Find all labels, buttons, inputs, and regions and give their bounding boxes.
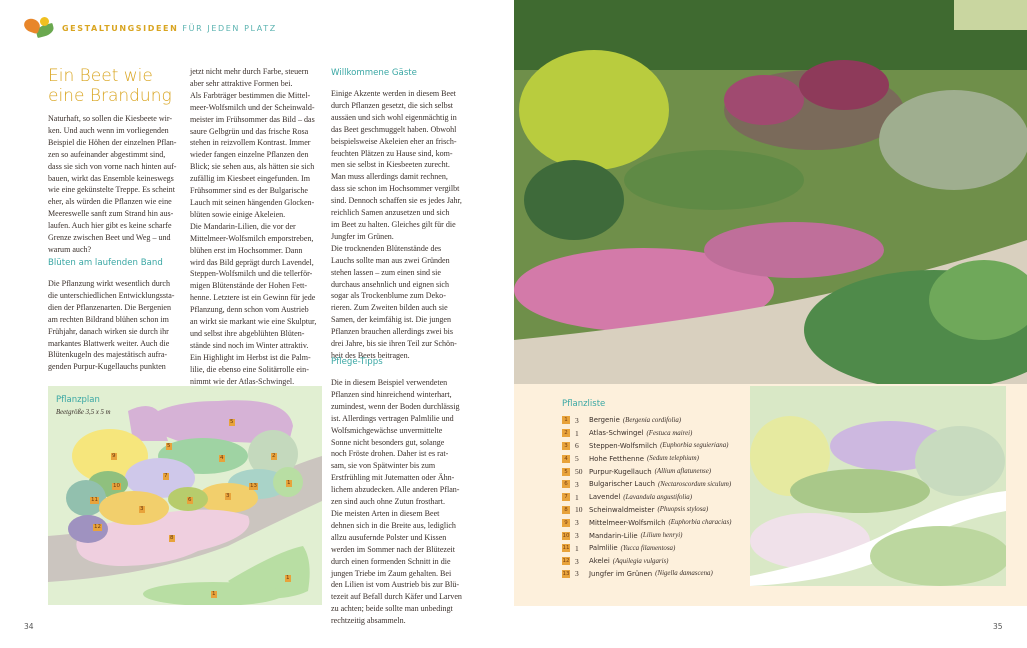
text-line: meister im Frühsommer das Bild – das: [190, 114, 315, 124]
plant-quantity: 10: [575, 505, 583, 515]
plan-label: 5: [167, 443, 171, 449]
plant-list-item: [562, 555, 762, 568]
page-number-left: 34: [24, 622, 34, 631]
butterfly-flower-leaf-icon: [22, 16, 56, 40]
text-line: saure Gelbgrün und das frische Rosa: [190, 126, 309, 136]
plan-label: 6: [188, 497, 192, 503]
text-line: stehen in reizvollem Kontrast. Immer: [190, 138, 311, 148]
plant-name: Bulgarischer Lauch: [589, 480, 655, 489]
plant-quantity: 3: [575, 518, 579, 528]
plant-list: [562, 414, 762, 580]
text-line: blüten sowie einige Akeleien.: [190, 209, 286, 219]
text-line: Pflanzung, denn schon vom Austrieb: [190, 305, 309, 315]
plant-quantity: 6: [575, 441, 579, 451]
text-line: zumindest, wenn der Boden durchlässig: [331, 401, 460, 411]
plant-quantity: 5: [575, 454, 579, 464]
plant-latin-name: (Allium aflatunense): [654, 468, 712, 476]
plant-latin-name: (Euphorbia seguieriana): [660, 442, 729, 450]
plant-number-badge: 9: [562, 519, 570, 527]
text-line: Als Farbträger bestimmen die Mittel-: [190, 90, 311, 100]
text-line: wieder fangen einzelne Pflanzen den: [190, 150, 309, 160]
plant-number-badge: 7: [562, 493, 570, 501]
text-line: zen sind auch ohne Zutun frosthart.: [331, 497, 445, 507]
page-number-right: 35: [993, 622, 1003, 631]
text-line: heit des Beets beitragen.: [331, 350, 410, 360]
plan-label: 3: [226, 493, 230, 499]
text-line: stehen lassen – zum einen sind sie: [331, 267, 441, 277]
text-line: laufen. Auch hier gibt es keine scharfe: [48, 221, 172, 231]
plant-latin-name: (Phuopsis stylosa): [657, 506, 709, 514]
text-line: sind. Dennoch schaffen sie es jedes Jahr,: [331, 196, 462, 206]
plant-quantity: 1: [575, 492, 579, 502]
text-line: dien der Pflanzenarten. Die Bergenien: [48, 302, 171, 312]
plant-latin-name: (Yucca filamentosa): [620, 544, 676, 552]
plant-list-item: [562, 504, 762, 517]
text-line: rieren. Zum Zweiten bilden auch sie: [331, 303, 448, 313]
text-line: dass sie schon im Hochsommer vergilbt: [331, 184, 460, 194]
text-line: ken. Und auch wenn im vorliegenden: [48, 125, 169, 135]
plant-name: Hohe Fetthenne: [589, 454, 645, 463]
plant-number-badge: 12: [562, 558, 570, 565]
text-line: Naturhaft, so sollen die Kiesbeete wir-: [48, 114, 173, 123]
plant-list-item: [562, 414, 762, 427]
paragraph-blueten: [48, 278, 185, 373]
plan-size: Beetgröße 3,5 x 5 m: [56, 409, 111, 416]
plant-quantity: 3: [575, 556, 579, 566]
text-line: Pflanzen sind hinreichend winterhart,: [331, 389, 452, 399]
text-line: aussäen und sich wohl eigenmächtig in: [331, 112, 457, 122]
subheading-pflege: Pflege-Tipps: [331, 357, 383, 367]
plant-number-badge: 13: [562, 570, 570, 577]
text-line: wie eine gekünstelte Treppe. Es scheint: [48, 185, 175, 195]
text-line: Wolfsmichgewächse unvermittelte: [331, 425, 443, 435]
text-line: rechtzeitig absammeln.: [331, 616, 406, 626]
text-line: am rechten Bildrand blühen schon im: [48, 314, 169, 324]
plant-name: Atlas-Schwingel: [589, 429, 644, 438]
text-line: Samen, der keimfähig ist. Die jungen: [331, 315, 452, 325]
text-line: den Lilien ist vom Austrieb bis zur Blü-: [331, 580, 460, 590]
text-line: noch Fröste drohen. Daher ist es rat-: [331, 449, 449, 459]
header-section: GESTALTUNGSIDEEN: [62, 23, 179, 33]
text-line: warum auch?: [48, 244, 92, 254]
plant-list-item: [562, 427, 762, 440]
plan-label: 4: [220, 455, 224, 461]
plan-label: 1: [287, 480, 291, 486]
plant-name: Jungfer im Grünen: [589, 569, 653, 578]
text-line: Grenze zwischen Beet und Weg – und: [48, 233, 171, 243]
plant-latin-name: (Euphorbia characias): [668, 519, 732, 527]
plant-name: Steppen-Wolfsmilch: [589, 441, 658, 450]
plan-label: 13: [250, 483, 257, 489]
plan-label: 8: [170, 535, 174, 541]
plant-quantity: 3: [575, 569, 579, 579]
plan-label: 12: [94, 524, 101, 530]
text-line: lilie, die ebenso eine Solitärrolle ein-: [190, 364, 309, 374]
plant-latin-name: (Bergenia cordifolia): [622, 416, 682, 424]
text-line: tezeit auf Befall durch Käfer und Larven: [331, 592, 462, 602]
text-line: durch Pflanzen gesetzt, die sich selbst: [331, 100, 454, 110]
plant-name: Lavendel: [589, 493, 621, 502]
paragraph-column-2: [190, 66, 325, 387]
header-subsection: FÜR JEDEN PLATZ: [182, 23, 277, 33]
plant-latin-name: (Nigella damascena): [655, 570, 713, 578]
text-line: nimmt wie der Atlas-Schwingel.: [190, 376, 295, 386]
plan-label: 1: [286, 575, 290, 581]
plant-list-item: [562, 452, 762, 465]
text-line: an wirkt sie markant wie eine Skulptur,: [190, 317, 317, 327]
plant-list-item: [562, 542, 762, 555]
plant-quantity: 3: [575, 531, 579, 541]
text-line: dass sie sich von vorne nach hinten auf-: [48, 161, 177, 171]
paragraph-pflege: [331, 377, 466, 627]
planting-illustration: [750, 386, 1006, 586]
text-line: eher, als würden die Pflanzen wie eine: [48, 197, 172, 207]
text-line: Einige Akzente werden in diesem Beet: [331, 89, 456, 98]
text-line: wird das Bild geprägt durch Lavendel,: [190, 257, 314, 267]
plant-quantity: 3: [575, 415, 579, 425]
plant-quantity: 3: [575, 479, 579, 489]
text-line: allzu ausufernde Polster und Kissen: [331, 532, 447, 542]
text-line: Die Mandarin-Lilien, die vor der: [190, 221, 296, 231]
text-line: Pflanzen brauchen allerdings zwei bis: [331, 327, 453, 337]
plan-label: 3: [140, 506, 144, 512]
plant-name: Purpur-Kugellauch: [589, 467, 652, 476]
text-line: im Beet zu halten. Gleiches gilt für die: [331, 219, 456, 229]
plant-number-badge: 11: [562, 545, 570, 552]
text-line: und selbst ihre abgeblühten Blüten-: [190, 328, 305, 338]
plant-list-item: [562, 516, 762, 529]
plant-name: Bergenie: [589, 416, 620, 425]
subheading-gaeste: Willkommene Gäste: [331, 68, 417, 78]
text-line: die unterschiedlichen Entwicklungssta-: [48, 290, 175, 300]
text-line: migen Blütenstände der Hohen Fett-: [190, 281, 308, 291]
plant-name: Mittelmeer-Wolfsmilch: [589, 518, 666, 527]
intro-paragraph: [48, 113, 185, 256]
text-line: zen so aufeinander abgestimmt sind,: [48, 149, 166, 159]
running-header: [22, 16, 277, 40]
plant-number-badge: 5: [562, 468, 570, 476]
plant-latin-name: (Festuca mairei): [646, 429, 693, 437]
text-line: werden im Sommer nach der Blütezeit: [331, 544, 456, 554]
plant-quantity: 1: [575, 428, 579, 438]
text-line: Frühjahr, danach wirken sie durch ihr: [48, 326, 169, 336]
text-line: Die Pflanzung wirkt wesentlich durch: [48, 279, 171, 288]
garden-photo-art: [514, 0, 1027, 384]
plan-label: 9: [112, 453, 116, 459]
paragraph-gaeste: [331, 88, 466, 362]
plant-list-item: [562, 568, 762, 581]
article-title: Ein Beet wie eine Brandung: [48, 66, 172, 106]
text-line: meer-Wolfsmilch und der Scheinwald-: [190, 102, 315, 112]
plant-list-item: [562, 529, 762, 542]
text-line: markantes Blattwerk weiter. Auch die: [48, 338, 170, 348]
subheading-blueten: Blüten am laufenden Band: [48, 258, 163, 268]
text-line: Frühsommer sind es der Bulgarische: [190, 186, 308, 196]
plant-list-item: [562, 491, 762, 504]
illustration-art: [750, 386, 1006, 586]
plant-quantity: 50: [575, 467, 583, 477]
text-line: durchaus ansehnlich und eignen sich: [331, 279, 449, 289]
text-line: Lauchs sollte man aus zwei Gründen: [331, 255, 450, 265]
plant-list-item: [562, 465, 762, 478]
plant-name: Palmlilie: [589, 544, 618, 553]
text-line: ist. Allerdings vertragen Palmlilie und: [331, 413, 454, 423]
plant-quantity: 1: [575, 543, 579, 553]
plant-list-title: Pflanzliste: [562, 399, 606, 409]
plan-label: 2: [272, 453, 276, 459]
text-line: sogar als Trockenblume zum Deko-: [331, 291, 446, 301]
text-line: feuchten Plätzen zu Hause sind, kom-: [331, 148, 453, 158]
plan-diagram: [48, 386, 322, 605]
plant-latin-name: (Lilium henryi): [640, 532, 683, 540]
text-line: zu achten; beide sollte man unbedingt: [331, 604, 453, 614]
text-line: lichem abzudecken. Alle anderen Pflan-: [331, 485, 460, 495]
text-line: Jungfer im Grünen.: [331, 231, 394, 241]
plant-number-badge: 2: [562, 429, 570, 437]
text-line: Sonne nicht besonders gut, solange: [331, 437, 445, 447]
text-line: men sie selbst in Kiesbeeten zurecht.: [331, 160, 450, 170]
text-line: reichlich Samen anzusetzen und sich: [331, 208, 450, 218]
text-line: sam, sie von Spätwinter bis zum: [331, 461, 436, 471]
plant-number-badge: 4: [562, 455, 570, 463]
plant-list-panel: [514, 384, 1027, 606]
plan-label: 11: [91, 497, 98, 503]
text-line: Die meisten Arten in diesem Beet: [331, 508, 440, 518]
plant-latin-name: (Lavandula angustifolia): [623, 493, 692, 501]
text-line: Mittelmeer-Wolfsmilch emporstreben,: [190, 233, 314, 243]
text-line: jetzt nicht mehr durch Farbe, steuern: [190, 67, 309, 76]
text-line: jungen Triebe im Zaum gehalten. Bei: [331, 568, 452, 578]
plan-label: 10: [113, 483, 120, 489]
text-line: zufällig im Kiesbeet eingefunden. Im: [190, 174, 310, 184]
text-line: stände sind noch im Winter attraktiv.: [190, 340, 309, 350]
text-line: dehnen sich in die Breite aus, lediglich: [331, 520, 456, 530]
garden-photo: [514, 0, 1027, 384]
text-line: genden Purpur-Kugellauchs punkten: [48, 362, 166, 372]
text-line: Beispiel die Höhen der einzelnen Pflan-: [48, 137, 177, 147]
plan-label: 1: [212, 591, 216, 597]
plan-title: Pflanzplan: [56, 395, 100, 405]
text-line: Ein Highlight im Herbst ist die Palm-: [190, 352, 311, 362]
plant-number-badge: 6: [562, 480, 570, 488]
text-line: Meereswelle sanft zum Strand hin aus-: [48, 209, 174, 219]
plant-number-badge: 10: [562, 532, 570, 539]
plant-name: Scheinwaldmeister: [589, 505, 655, 514]
text-line: beispielsweise Akeleien eher an frisch-: [331, 136, 457, 146]
plant-list-item: [562, 440, 762, 453]
text-line: Man muss allerdings damit rechnen,: [331, 172, 448, 182]
plan-label: 7: [164, 473, 168, 479]
plan-label: 5: [230, 419, 234, 425]
plant-latin-name: (Sedum telephium): [647, 455, 699, 463]
planting-plan: [48, 386, 322, 605]
plant-latin-name: (Nectaroscordum siculum): [657, 480, 732, 488]
text-line: Die trocknenden Blütenstände des: [331, 243, 442, 253]
text-line: Blütenkugeln des majestätisch aufra-: [48, 350, 168, 360]
text-line: aber sehr attraktive Formen bei.: [190, 78, 293, 88]
plant-latin-name: (Aquilegia vulgaris): [612, 557, 669, 565]
text-line: drei Jahre, bis sie ihren Teil zur Schön-: [331, 339, 457, 349]
text-line: henne. Letztere ist ein Gewinn für jede: [190, 293, 316, 303]
text-line: blühen erst im Hochsommer. Dann: [190, 245, 303, 255]
text-line: das Beet geschmuggelt haben. Obwohl: [331, 124, 457, 134]
plant-name: Mandarin-Lilie: [589, 531, 638, 540]
text-line: Lauch mit seinen hängenden Glocken-: [190, 197, 315, 207]
text-line: bauen, wirkt das Ensemble keineswegs: [48, 173, 174, 183]
plant-number-badge: 3: [562, 442, 570, 450]
text-line: durch einen formenden Schnitt in die: [331, 556, 451, 566]
text-line: Steppen-Wolfsmilch und die tellerför-: [190, 269, 313, 279]
plant-name: Akelei: [589, 557, 610, 566]
plant-number-badge: 1: [562, 416, 570, 424]
bed-3a: [99, 491, 169, 525]
text-line: Blick; sie sehen aus, als hätten sie sich: [190, 162, 315, 172]
plant-list-item: [562, 478, 762, 491]
bed-12: [68, 515, 108, 543]
plant-number-badge: 8: [562, 506, 570, 514]
text-line: Erstfrühling mit Jutematten oder Ähn-: [331, 473, 455, 483]
text-line: Die in diesem Beispiel verwendeten: [331, 378, 448, 387]
